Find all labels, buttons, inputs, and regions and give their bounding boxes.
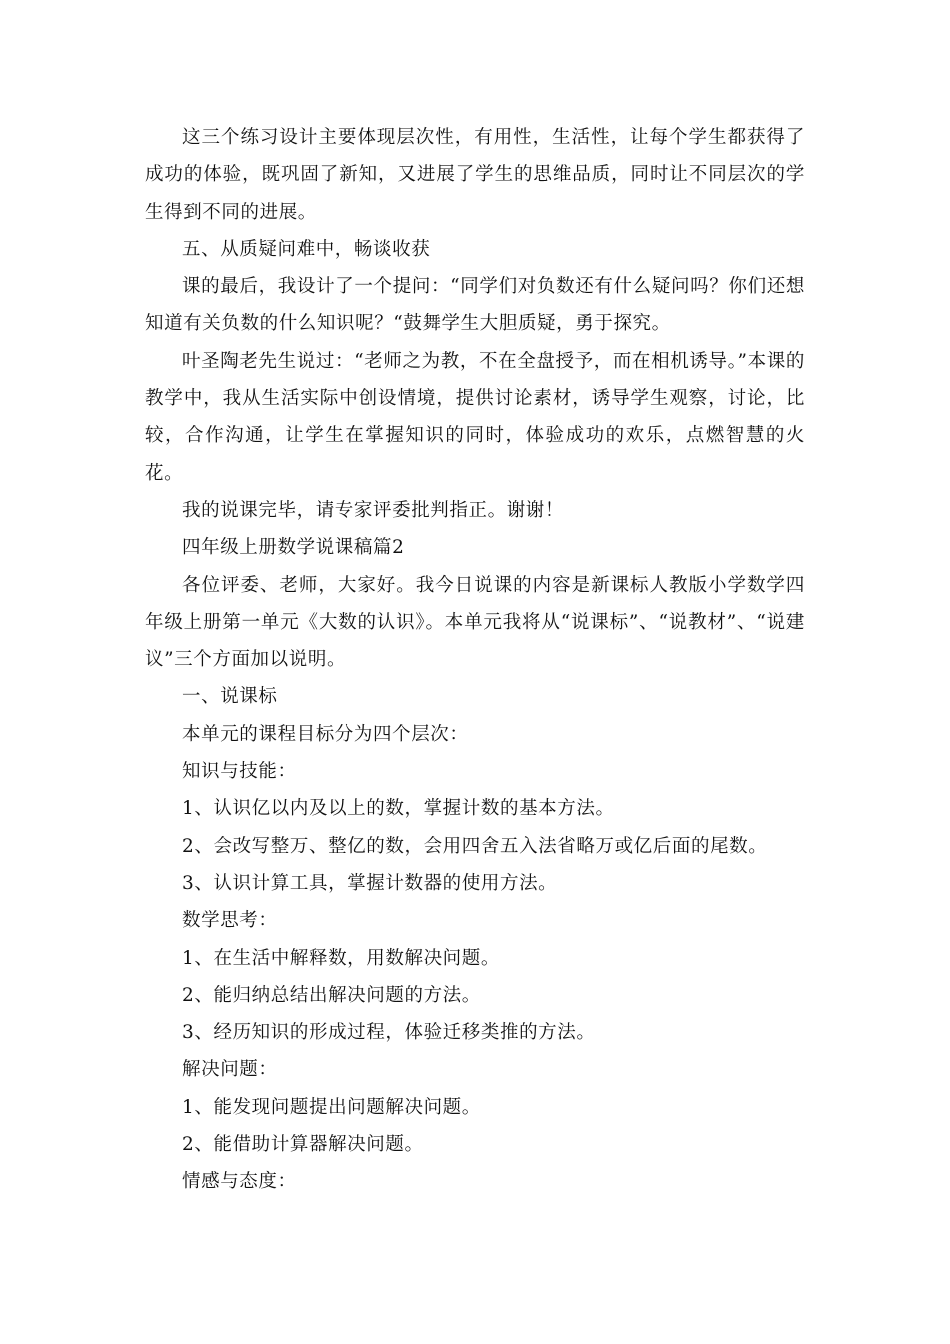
- paragraph-exercise-design: 这三个练习设计主要体现层次性，有用性，生活性，让每个学生都获得了成功的体验，既巩固了新知，又进展了学生的思维品质，同时让不同层次的学生得到不同的进展。: [145, 127, 805, 223]
- list-item-thinking-3: 3、经历知识的形成过程，体验迁移类推的方法。: [182, 1022, 596, 1044]
- paragraph-introduction: 各位评委、老师，大家好。我今日说课的内容是新课标人教版小学数学四年级上册第一单元《大数的认识》。本单元我将从“说课标”、“说教材”、“说建议”三个方面加以说明。: [145, 574, 805, 671]
- heading-lesson-two: 四年级上册数学说课稿篇2: [182, 537, 405, 559]
- heading-curriculum-standard: 一、说课标: [182, 686, 278, 708]
- paragraph-closing-thanks: 我的说课完毕，请专家评委批判指正。谢谢！: [182, 499, 565, 521]
- heading-section-five: 五、从质疑问难中，畅谈收获: [182, 238, 431, 260]
- list-item-knowledge-1: 1、认识亿以内及以上的数，掌握计数的基本方法。: [182, 798, 615, 820]
- subheading-math-thinking: 数学思考：: [182, 910, 278, 932]
- list-item-solving-1: 1、能发现问题提出问题解决问题。: [182, 1096, 481, 1118]
- subheading-problem-solving: 解决问题：: [182, 1059, 278, 1081]
- list-item-thinking-2: 2、能归纳总结出解决问题的方法。: [182, 984, 481, 1006]
- subheading-knowledge-skills: 知识与技能：: [182, 761, 297, 783]
- list-item-knowledge-3: 3、认识计算工具，掌握计数器的使用方法。: [182, 872, 558, 894]
- list-item-thinking-1: 1、在生活中解释数，用数解决问题。: [182, 947, 500, 969]
- document-body: [145, 119, 805, 1201]
- paragraph-ye-shengtao-quote: 叶圣陶老先生说过：“老师之为教，不在全盘授予，而在相机诱导。”本课的教学中，我从生活实际中创设情境，提供讨论素材，诱导学生观察，讨论，比较，合作沟通，让学生在掌握知识的同时，体验成功的欢乐，点燃智慧的火花。: [145, 350, 805, 484]
- list-item-knowledge-2: 2、会改写整万、整亿的数，会用四舍五入法省略万或亿后面的尾数。: [182, 835, 768, 857]
- subheading-emotion-attitude: 情感与态度：: [182, 1171, 297, 1193]
- paragraph-goal-levels: 本单元的课程目标分为四个层次：: [182, 723, 469, 745]
- paragraph-final-question: 课的最后，我设计了一个提问：“同学们对负数还有什么疑问吗？你们还想知道有关负数的什么知识呢？“鼓舞学生大胆质疑，勇于探究。: [145, 276, 805, 335]
- list-item-solving-2: 2、能借助计算器解决问题。: [182, 1134, 424, 1156]
